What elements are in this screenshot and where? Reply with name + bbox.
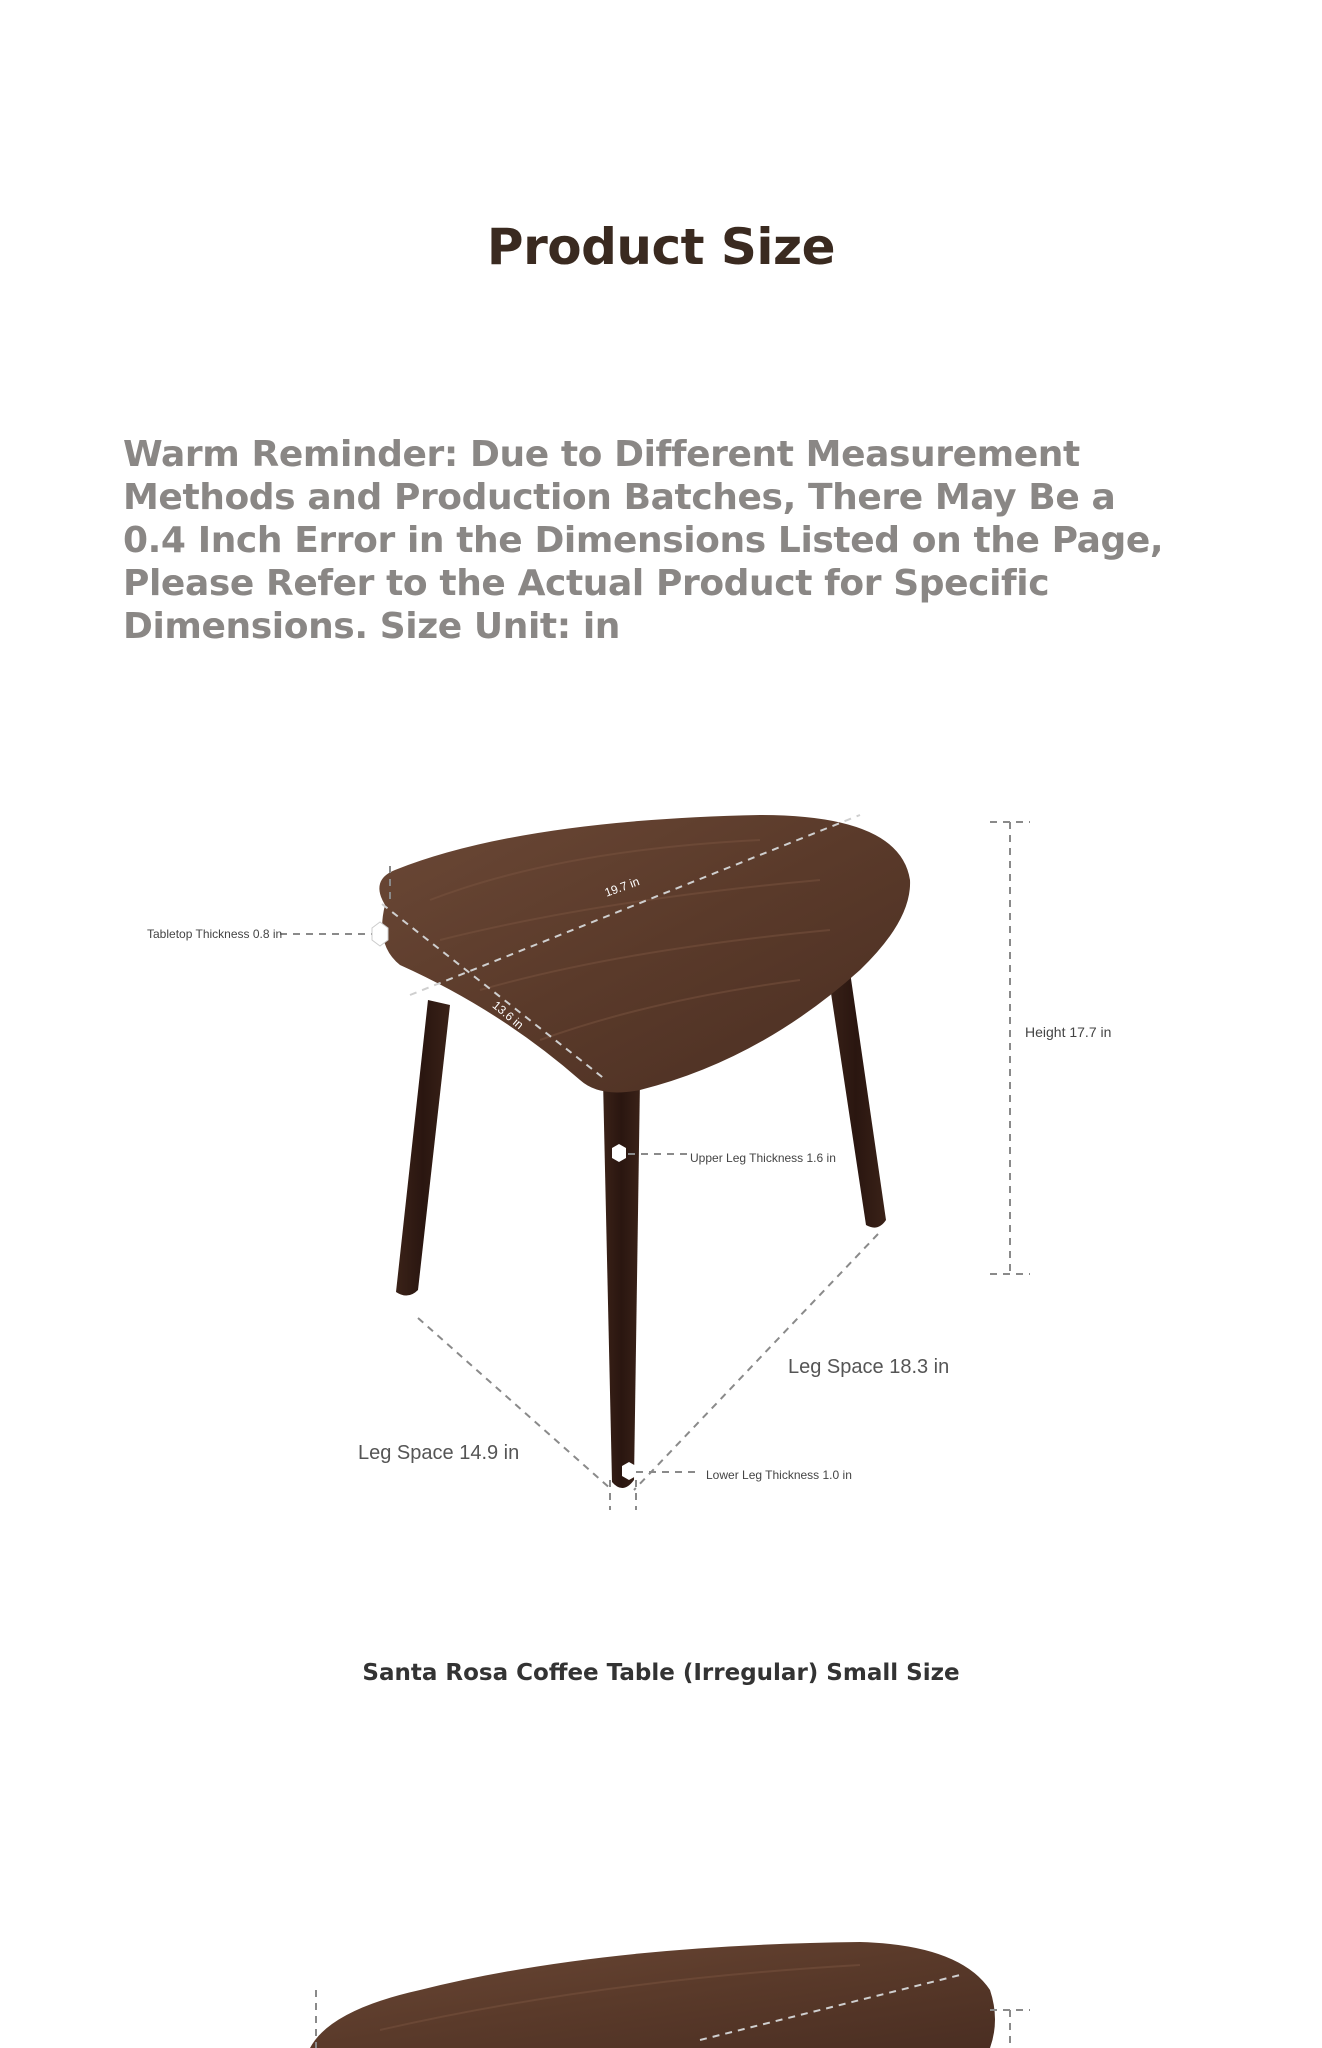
lower-leg-thickness-label: Lower Leg Thickness 1.0 in: [706, 1468, 852, 1482]
depth-label: 13.6 in: [489, 998, 527, 1032]
width-label: 19.7 in: [602, 874, 642, 900]
tabletop-thickness-label: Tabletop Thickness 0.8 in: [147, 927, 283, 941]
upper-leg-thickness-label: Upper Leg Thickness 1.6 in: [690, 1151, 836, 1165]
product-caption: Santa Rosa Coffee Table (Irregular) Small Size: [362, 1660, 960, 1686]
table-leg-right: [826, 958, 886, 1228]
table-leg-front: [603, 1080, 640, 1488]
leg-space-left-label: Leg Space 14.9 in: [358, 1442, 520, 1464]
table-leg-left: [396, 1000, 450, 1296]
tabletop-thickness-marker: [372, 922, 388, 946]
height-label: Height 17.7 in: [1025, 1024, 1112, 1040]
page-title: Product Size: [486, 218, 836, 276]
leg-space-right-label: Leg Space 18.3 in: [788, 1356, 950, 1378]
warm-reminder-text: Warm Reminder: Due to Different Measurement Methods and Production Batches, There May Be a 0.4 Inch Error in the Dimensions Listed on the Page, Please Refer to the Actual Product for Specific Dimensions. Size Unit: in: [123, 434, 1164, 647]
second-tabletop: [310, 1942, 995, 2048]
